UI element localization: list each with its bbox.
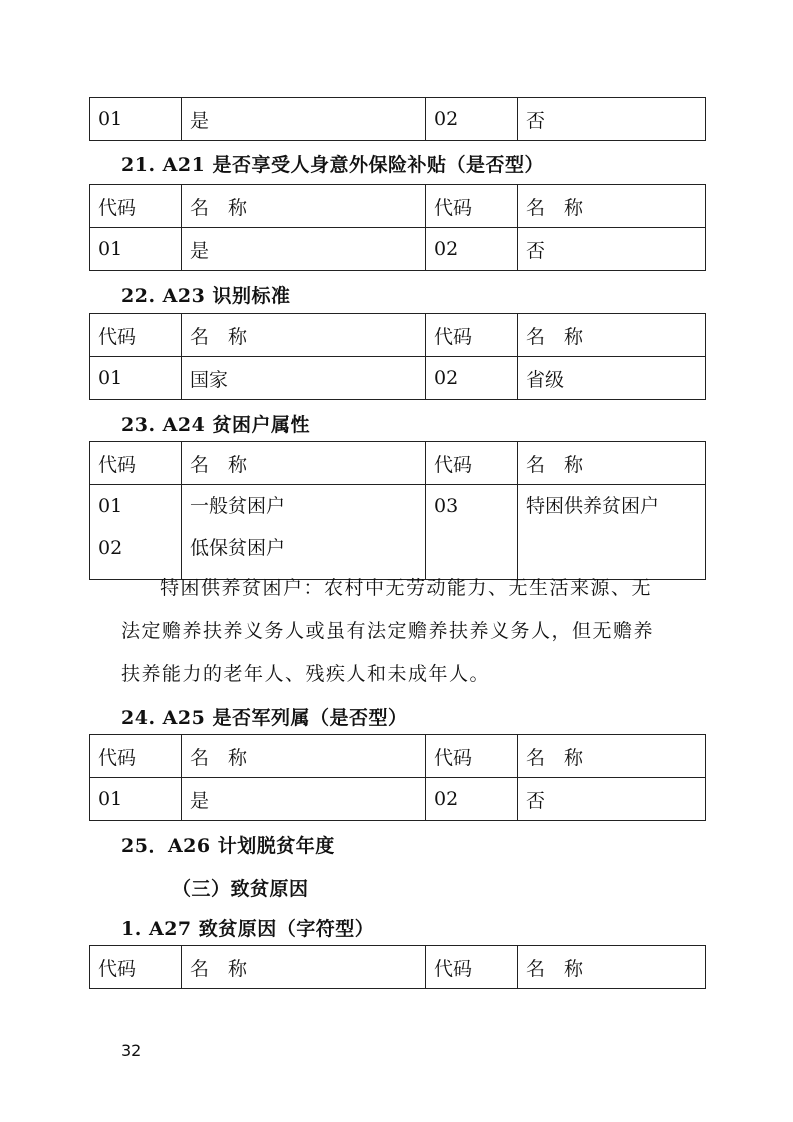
table-header-row [90,185,706,228]
header-name: 名 称 [182,735,426,778]
name-value: 特困供养贫困户 [526,495,660,517]
page-number: 32 [121,1041,142,1060]
table-a25 [89,734,706,821]
name-cell: 否 [518,228,706,271]
table-a21 [89,184,706,271]
table-header-row [90,946,706,989]
name-cell: 国家 [182,357,426,400]
code-cell: 02 [426,357,518,400]
code-cell: 01 [90,98,182,141]
table-header-row [90,442,706,485]
section-heading-a24: 23. A24 贫困户属性 [121,414,310,436]
name-value: 一般贫困户 [190,495,286,517]
name-cell: 是 [182,228,426,271]
header-code: 代码 [90,185,182,228]
name-cell [518,485,706,580]
header-name: 名 称 [182,185,426,228]
name-cell: 是 [182,778,426,821]
note-paragraph-line: 扶养能力的老年人、残疾人和未成年人。 [121,663,491,685]
header-name: 名 称 [518,185,706,228]
table-header-row [90,314,706,357]
header-code: 代码 [426,735,518,778]
section-heading-a27: 1. A27 致贫原因（字符型） [121,918,375,940]
table-row [90,228,706,271]
code-cell: 01 [90,778,182,821]
table-row [90,485,706,580]
section-heading-a21: 21. A21 是否享受人身意外保险补贴（是否型） [121,154,544,176]
section-heading-a23: 22. A23 识别标准 [121,285,291,307]
name-cell [182,485,426,580]
code-value: 01 [98,495,123,517]
code-cell: 01 [90,228,182,271]
table-row [90,778,706,821]
code-value: 02 [98,537,123,559]
header-code: 代码 [426,442,518,485]
header-code: 代码 [90,314,182,357]
table-a20-continued [89,97,706,141]
name-cell: 省级 [518,357,706,400]
header-name: 名 称 [518,735,706,778]
code-cell: 02 [426,228,518,271]
header-code: 代码 [90,442,182,485]
header-name: 名 称 [518,442,706,485]
note-paragraph-line: 法定赡养扶养义务人或虽有法定赡养扶养义务人，但无赡养 [121,620,655,642]
name-cell: 是 [182,98,426,141]
table-a27 [89,945,706,989]
header-code: 代码 [90,735,182,778]
header-code: 代码 [426,314,518,357]
table-row [90,357,706,400]
code-cell [90,485,182,580]
header-name: 名 称 [518,946,706,989]
table-header-row [90,735,706,778]
name-value: 低保贫困户 [190,537,286,559]
section-heading-a26: 25．A26 计划脱贫年度 [121,835,335,857]
header-code: 代码 [426,946,518,989]
header-name: 名 称 [182,946,426,989]
code-cell [426,485,518,580]
table-row [90,98,706,141]
subsection-heading: （三）致贫原因 [172,878,309,900]
table-a24 [89,441,706,580]
header-code: 代码 [426,185,518,228]
note-paragraph-line: 特困供养贫困户：农村中无劳动能力、无生活来源、无 [160,577,653,599]
section-heading-a25: 24. A25 是否军列属（是否型） [121,707,408,729]
name-cell: 否 [518,778,706,821]
header-name: 名 称 [182,442,426,485]
table-a23 [89,313,706,400]
code-cell: 02 [426,778,518,821]
header-name: 名 称 [518,314,706,357]
header-name: 名 称 [182,314,426,357]
name-cell: 否 [518,98,706,141]
code-cell: 02 [426,98,518,141]
code-cell: 01 [90,357,182,400]
code-value: 03 [434,495,459,517]
header-code: 代码 [90,946,182,989]
